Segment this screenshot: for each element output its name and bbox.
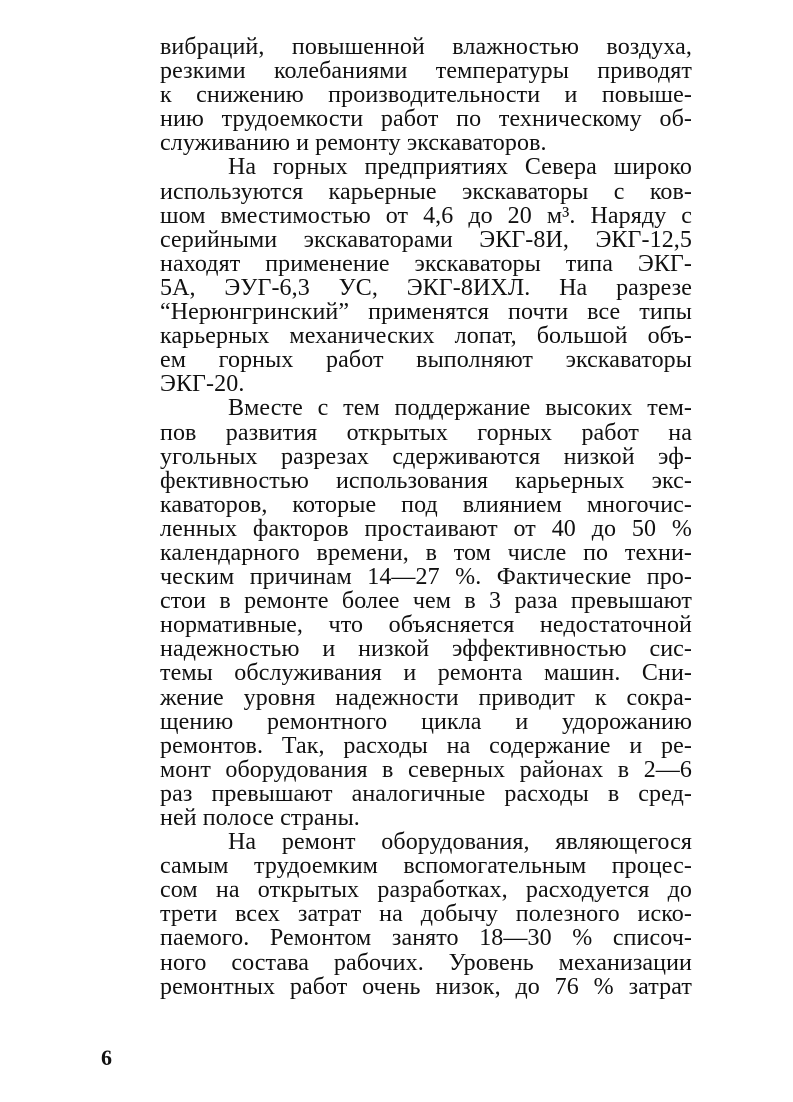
text-line: серийными экскаваторами ЭКГ-8И, ЭКГ-12,5	[160, 226, 692, 253]
text-line: к снижению производительности и повыше-	[160, 82, 692, 109]
text-line: вибраций, повышенной влажностью воздуха,	[160, 34, 692, 60]
text-line: На горных предприятиях Севера широко	[228, 154, 692, 181]
text-line: раз превышают аналогичные расходы в сред-	[160, 780, 692, 807]
paragraph-3	[160, 396, 692, 830]
text-line: календарного времени, в том числе по техни-	[160, 539, 692, 566]
paragraph-2	[160, 155, 692, 396]
text-line: ней полосе страны.	[160, 805, 360, 831]
text-line: паемого. Ремонтом занято 18—30 % списоч-	[160, 925, 692, 952]
text-line: ческим причинам 14—27 %. Фактические про-	[160, 564, 692, 591]
text-line: ЭКГ-20.	[160, 371, 245, 398]
text-line: каваторов, которые под влиянием многочис-	[160, 491, 692, 518]
text-line: стои в ремонте более чем в 3 раза превышают	[160, 588, 692, 615]
text-line: нормативные, что объясняется недостаточной	[160, 612, 692, 639]
text-line: “Нерюнгринский” применятся почти все типы	[160, 299, 692, 326]
text-line: щению ремонтного цикла и удорожанию	[160, 708, 692, 735]
paragraph-1	[160, 35, 692, 155]
text-line: Вместе с тем поддержание высоких тем-	[228, 395, 692, 422]
page-body-text	[160, 35, 692, 999]
text-line: используются карьерные экскаваторы с ков-	[160, 178, 692, 205]
text-line: фективностью использования карьерных экс-	[160, 467, 692, 494]
text-line: 5А, ЭУГ-6,3 УС, ЭКГ-8ИХЛ. На разрезе	[160, 274, 692, 301]
text-line: ного состава рабочих. Уровень механизации	[160, 949, 692, 976]
text-line: находят применение экскаваторы типа ЭКГ-	[160, 250, 692, 277]
text-line: трети всех затрат на добычу полезного иско-	[160, 901, 692, 928]
text-line: ремонтных работ очень низок, до 76 % затрат	[160, 973, 692, 1000]
text-line: ем горных работ выполняют экскаваторы	[160, 347, 692, 374]
text-line: пов развития открытых горных работ на	[160, 419, 692, 446]
paragraph-4	[160, 830, 692, 999]
text-line: шом вместимостью от 4,6 до 20 м³. Наряду с	[160, 202, 692, 229]
text-line: нию трудоемкости работ по техническому об-	[160, 106, 692, 133]
text-line: угольных разрезах сдерживаются низкой эф-	[160, 443, 692, 470]
text-line: служиванию и ремонту экскаваторов.	[160, 130, 547, 157]
text-line: самым трудоемким вспомогательным процес-	[160, 853, 692, 880]
text-line: карьерных механических лопат, большой объ-	[160, 323, 692, 350]
text-line: жение уровня надежности приводит к сокра-	[160, 684, 692, 711]
text-line: надежностью и низкой эффективностью сис-	[160, 636, 692, 663]
text-line: монт оборудования в северных районах в 2—6	[160, 756, 692, 783]
page-number: 6	[101, 1045, 112, 1070]
text-line: ремонтов. Так, расходы на содержание и ре-	[160, 732, 692, 759]
text-line: резкими колебаниями температуры приводят	[160, 58, 692, 85]
text-line: ленных факторов простаивают от 40 до 50 %	[160, 515, 692, 542]
text-line: темы обслуживания и ремонта машин. Сни-	[160, 660, 692, 687]
text-line: сом на открытых разработках, расходуется до	[160, 877, 692, 904]
text-line: На ремонт оборудования, являющегося	[228, 829, 692, 856]
